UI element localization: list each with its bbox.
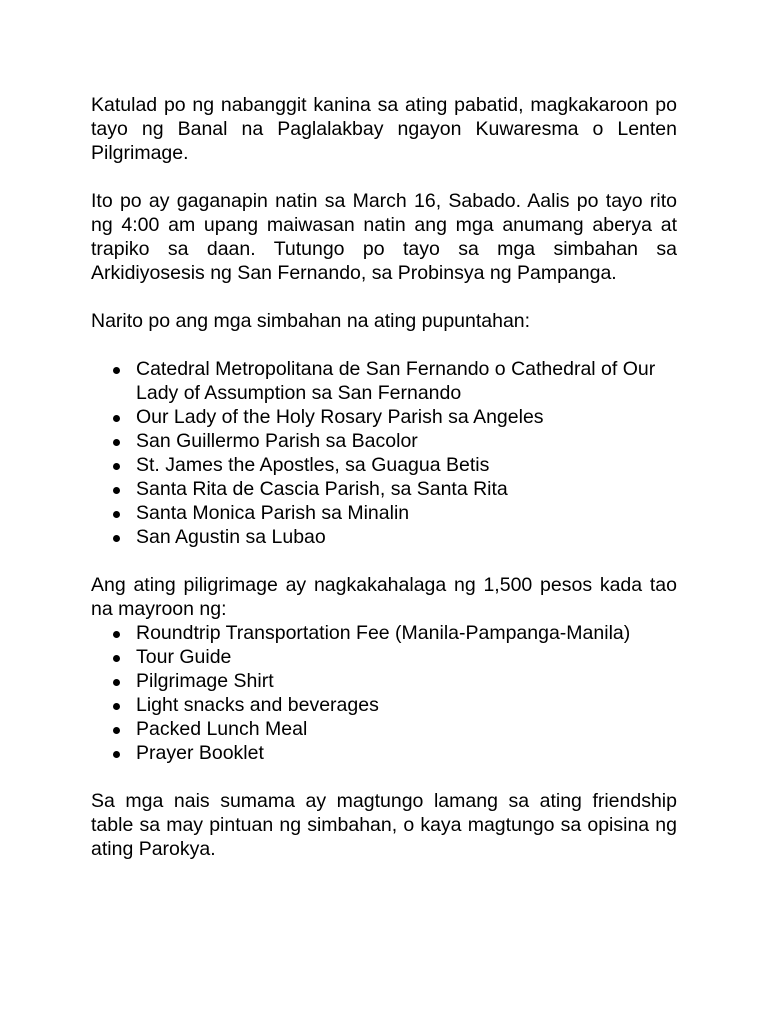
list-item: [91, 717, 677, 741]
bullet-icon: [113, 535, 120, 542]
list-item: [91, 453, 677, 477]
church-name: Catedral Metropolitana de San Fernando o Cathedral of Our Lady of Assumption sa San Fernando: [136, 358, 656, 404]
inclusions-list: [91, 621, 677, 765]
bullet-icon: [113, 727, 120, 734]
bullet-icon: [113, 511, 120, 518]
bullet-icon: [113, 415, 120, 422]
schedule-paragraph: Ito po ay gaganapin natin sa March 16, Sabado. Aalis po tayo rito ng 4:00 am upang maiwasan natin ang mga anumang aberya at trapiko sa daan. Tutungo po tayo sa mga simbahan sa Arkidiyosesis ng San Fernando, sa Probinsya ng Pampanga.: [91, 190, 677, 284]
paragraph-spacer: [91, 165, 677, 189]
bullet-icon: [113, 439, 120, 446]
list-item: [91, 477, 677, 501]
inclusion-item: Tour Guide: [136, 646, 232, 668]
fee-paragraph: Ang ating piligrimage ay nagkakahalaga ng 1,500 pesos kada tao na mayroon ng:: [91, 574, 677, 620]
bullet-icon: [113, 487, 120, 494]
bullet-icon: [113, 367, 120, 374]
church-name: Santa Monica Parish sa Minalin: [136, 502, 410, 524]
document-page: [91, 93, 677, 861]
paragraph-spacer: [91, 549, 677, 573]
inclusion-item: Light snacks and beverages: [136, 694, 379, 716]
church-name: St. James the Apostles, sa Guagua Betis: [136, 454, 490, 476]
list-item: [91, 429, 677, 453]
bullet-icon: [113, 655, 120, 662]
bullet-icon: [113, 463, 120, 470]
closing-paragraph: Sa mga nais sumama ay magtungo lamang sa ating friendship table sa may pintuan ng simbahan, o kaya magtungo sa opisina ng ating Parokya.: [91, 790, 677, 860]
bullet-icon: [113, 679, 120, 686]
inclusion-item: Pilgrimage Shirt: [136, 670, 274, 692]
paragraph-spacer: [91, 285, 677, 309]
inclusion-item: Prayer Booklet: [136, 742, 264, 764]
list-item: [91, 669, 677, 693]
list-item: [91, 405, 677, 429]
list-item: [91, 357, 677, 405]
inclusion-item: Packed Lunch Meal: [136, 718, 308, 740]
bullet-icon: [113, 703, 120, 710]
paragraph-spacer: [91, 765, 677, 789]
bullet-icon: [113, 751, 120, 758]
church-name: San Guillermo Parish sa Bacolor: [136, 430, 418, 452]
list-item: [91, 693, 677, 717]
list-item: [91, 501, 677, 525]
bullet-icon: [113, 631, 120, 638]
church-name: San Agustin sa Lubao: [136, 526, 326, 548]
church-name: Santa Rita de Cascia Parish, sa Santa Rita: [136, 478, 508, 500]
churches-list: [91, 357, 677, 549]
list-item: [91, 741, 677, 765]
list-item: [91, 645, 677, 669]
inclusion-item: Roundtrip Transportation Fee (Manila-Pampanga-Manila): [136, 622, 631, 644]
paragraph-spacer: [91, 333, 677, 357]
churches-intro-paragraph: Narito po ang mga simbahan na ating pupuntahan:: [91, 310, 531, 332]
intro-paragraph: Katulad po ng nabanggit kanina sa ating pabatid, magkakaroon po tayo ng Banal na Paglalakbay ngayon Kuwaresma o Lenten Pilgrimage.: [91, 94, 677, 164]
church-name: Our Lady of the Holy Rosary Parish sa Angeles: [136, 406, 544, 428]
list-item: [91, 525, 677, 549]
list-item: [91, 621, 677, 645]
